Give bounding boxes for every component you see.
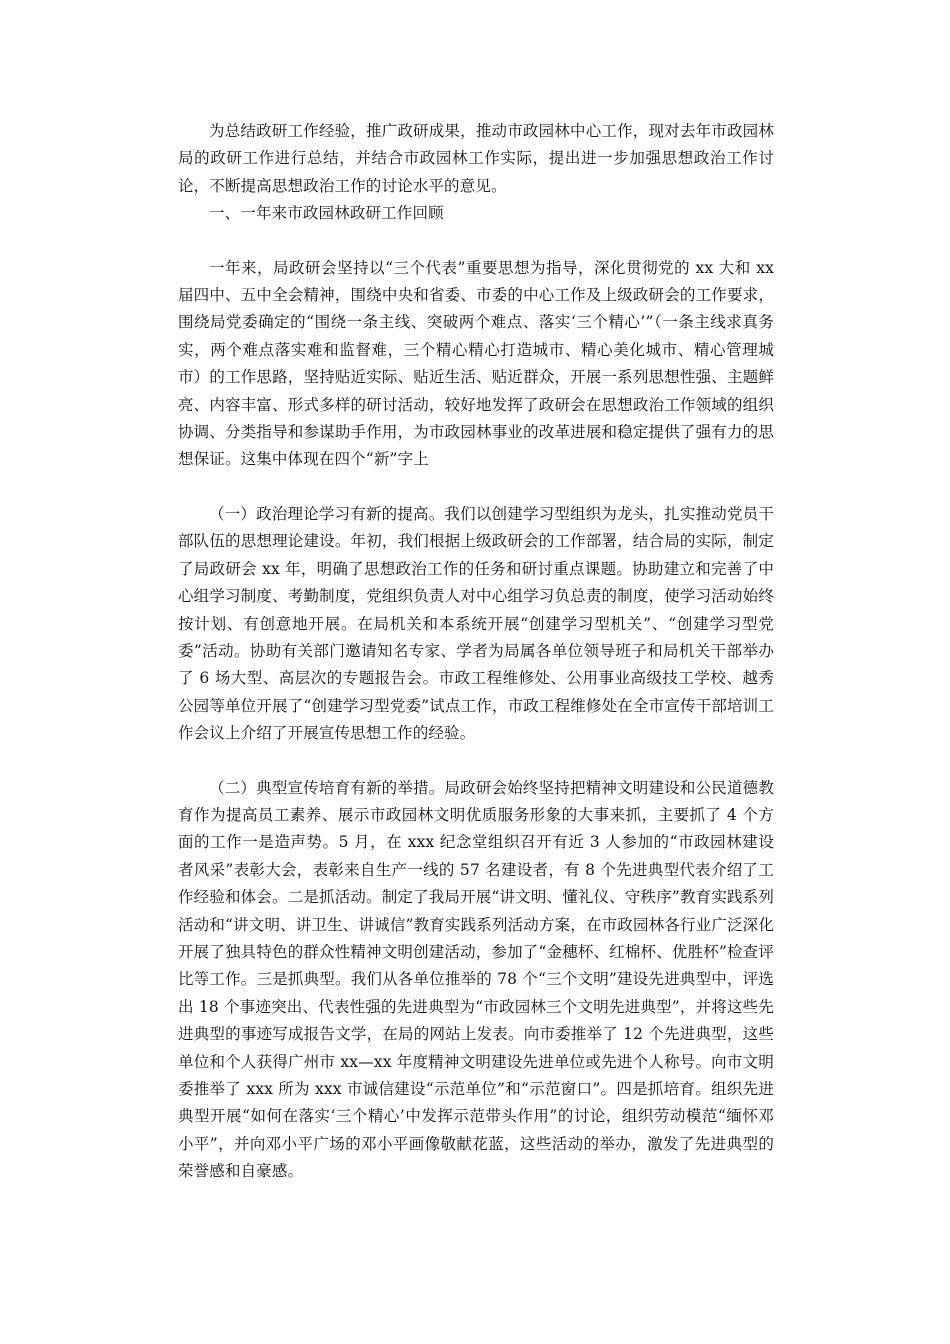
item-two-paragraph: （二）典型宣传培育有新的举措。局政研会始终坚持把精神文明建设和公民道德教育作为提高员工素养、展示市政园林文明优质服务形象的大事来抓，主要抓了 4 个方面的工作一是造声势。5 月，在 xxx 纪念堂组织召开有近 3 人参加的“市政园林建设者风采”表彰大会，表彰来自生产一线的 57 名建设者，有 8 个先进典型代表介绍了工作经验和体会。二是抓活动。制定了我局开展“讲文明、懂礼仪、守秩序”教育实践系列活动和“讲文明、讲卫生、讲诚信”教育实践系列活动方案，在市政园林各行业广泛深化开展了独具特色的群众性精神文明创建活动，参加了“金穗杯、红棉杯、优胜杯”检查评比等工作。三是抓典型。我们从各单位推举的 78 个“三个文明”建设先进典型中，评选出 18 个事迹突出、代表性强的先进典型为“市政园林三个文明先进典型”，并将这些先进典型的事迹写成报告文学，在局的网站上发表。向市委推举了 12 个先进典型，这些单位和个人获得广州市 xx—xx 年度精神文明建设先进单位或先进个人称号。向市文明委推举了 xxx 所为 xxx 市诚信建设“示范单位”和“示范窗口”。四是抓培育。组织先进典型开展“如何在落实‘三个精心’中发挥示范带头作用”的讨论，组织劳动模范“缅怀邓小平”，并向邓小平广场的邓小平画像敬献花蓝，这些活动的举办，激发了先进典型的荣誉感和自豪感。 (178, 778, 774, 1181)
item-one-paragraph: （一）政治理论学习有新的提高。我们以创建学习型组织为龙头，扎实推动党员干部队伍的思想理论建设。年初，我们根据上级政研会的工作部署，结合局的实际，制定了局政研会 xx 年，明确了思想政治工作的任务和研讨重点课题。协助建立和完善了中心组学习制度、考勤制度，党组织负责人对中心组学习负总责的制度，使学习活动始终按计划、有创意地开展。在局机关和本系统开展“创建学习型机关”、“创建学习型党委”活动。协助有关部门邀请知名专家、学者为局属各单位领导班子和局机关干部举办了 6 场大型、高层次的专题报告会。市政工程维修处、公用事业高级技工学校、越秀公园等单位开展了“创建学习型党委”试点工作，市政工程维修处在全市宣传干部培训工作会议上介绍了开展宣传思想工作的经验。 (178, 504, 774, 743)
section-heading: 一、一年来市政园林政研工作回顾 (209, 204, 444, 223)
intro-paragraph: 为总结政研工作经验，推广政研成果，推动市政园林中心工作，现对去年市政园林局的政研工作进行总结，并结合市政园林工作实际，提出进一步加强思想政治工作讨论，不断提高思想政治工作的讨论水平的意见。 (178, 122, 774, 195)
section-body-paragraph: 一年来，局政研会坚持以“三个代表”重要思想为指导，深化贯彻党的 xx 大和 xx 届四中、五中全会精神，围绕中央和省委、市委的中心工作及上级政研会的工作要求，围绕局党委确定的“围绕一条主线、突破两个难点、落实‘三个精心’”（一条主线求真务实，两个难点落实难和监督难，三个精心精心打造城市、精心美化城市、精心管理城市）的工作思路，坚持贴近实际、贴近生活、贴近群众，开展一系列思想性强、主题鲜亮、内容丰富、形式多样的研讨活动，较好地发挥了政研会在思想政治工作领域的组织协调、分类指导和参谋助手作用，为市政园林事业的改革进展和稳定提供了强有力的思想保证。这集中体现在四个“新”字上 (178, 258, 774, 469)
document-body (178, 118, 774, 1186)
